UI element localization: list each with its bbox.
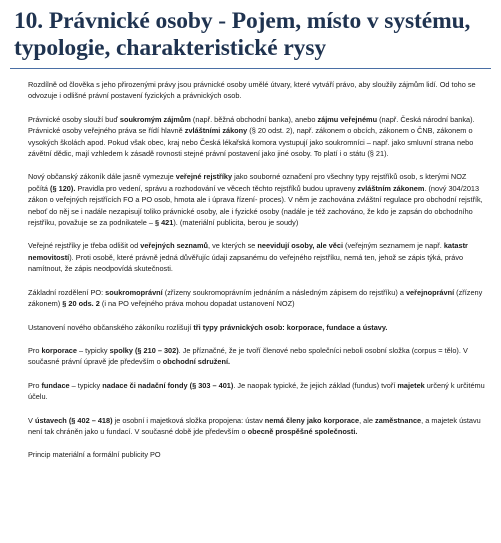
bold-text-run: soukromým zájmům — [119, 114, 191, 124]
paragraph — [28, 240, 487, 274]
text-run: ). (materiální publicita, berou je soudy) — [173, 218, 299, 228]
paragraph — [28, 171, 487, 228]
text-run: Pro — [28, 345, 42, 355]
bold-text-run: fundace — [41, 380, 70, 390]
bold-text-run: korporace — [41, 345, 77, 355]
bold-text-run: zaměstnance — [375, 415, 422, 425]
text-run: (§ 20 odst. 2), např. zákonem o obcích, zákonem o ČNB, zákonem o vysokých školách apod. Pokud však obec, kraj nebo Česká lékařská komora vystupují jako soukromníci – např. jako smluvní strana nebo závětní dědic, mají vzhledem k zásadě rovnosti stejné právní postavení jako jiné osoby. To platí i o státu (§ 21). — [28, 126, 474, 159]
bold-text-run: zvláštním zákonem — [357, 183, 425, 193]
paragraph — [28, 114, 487, 160]
bold-text-run: obchodní sdružení. — [162, 357, 231, 367]
bold-text-run: obecně prospěšné společnosti. — [247, 426, 358, 436]
title-divider — [10, 68, 491, 69]
text-run: jako souborné označení pro všechny typy rejstříků osob, s kterými NOZ počítá — [28, 172, 467, 193]
bold-text-run: tři typy právnických osob: korporace, fundace a ústavy. — [193, 322, 388, 332]
bold-text-run: § 421 — [154, 218, 174, 228]
text-run: Veřejné rejstříky je třeba odlišit od — [28, 241, 141, 251]
text-run: ). Proti osobě, které právně jedná důvěřujíc údaji zapsanému do veřejného rejstříku, nemá ten, jehož se zápis týká, právo namítnout, že zápis neodpovídá skutečnosti. — [28, 252, 464, 274]
bold-text-run: nemá členy jako korporace — [264, 415, 360, 425]
text-run: – typicky — [69, 380, 103, 390]
page-title: 10. Právnické osoby - Pojem, místo v systému, typologie, charakteristické rysy — [14, 8, 471, 61]
paragraph — [28, 449, 487, 460]
text-run: (např. Česká národní banka). Právnické osoby veřejného práva se řídí hlavně — [28, 114, 475, 136]
text-run: , ve kterých se — [208, 241, 258, 251]
paragraph — [28, 287, 487, 310]
text-run: Rozdílně od člověka s jeho přirozenými právy jsou právnické osoby umělé útvary, které vytváří právo, aby sloužily zájmům lidí. Od toho se odvozuje i odlišné právní postavení fyzických a právnických osob. — [28, 80, 476, 101]
document-body — [10, 79, 491, 461]
text-run: Nový občanský zákoník dále jasně vymezuje — [28, 172, 176, 182]
bold-text-run: veřejných seznamů — [140, 241, 209, 251]
text-run: . Je příznačné, že je tvoří členové nebo společníci neboli osobní složka (corpus = tělo). V současné právní úpravě jde především o — [28, 345, 468, 367]
bold-text-run: neevidují osoby, ale věci — [257, 241, 343, 251]
text-run: . (nový 304/2013 zákon o veřejných rejstřících FO a PO osob, hmota ale i úprava řízení- proces). V něm je zachována zvláštní regulace pro obchodní rejstřík, neboť do něj se i nadále nezapisují toliko právnické osoby, ale i fyzické osoby (nadále je též zachováno, že kdo je zapsán do obchodního rejstříku, považuje se za podnikatele – — [28, 183, 483, 228]
text-run: určený k určitému účelu. — [28, 380, 485, 402]
bold-text-run: veřejnoprávní — [405, 287, 455, 297]
bold-text-run: (§ 303 – 401) — [189, 380, 234, 390]
bold-text-run: (§ 210 – 302) — [134, 345, 179, 355]
paragraph — [28, 415, 487, 438]
bold-text-run: § 20 ods. 2 — [62, 299, 100, 309]
text-run: , ale — [359, 415, 376, 425]
bold-text-run: soukromoprávní — [105, 287, 163, 297]
paragraph — [28, 345, 487, 368]
paragraph — [28, 380, 487, 403]
text-run: Základní rozdělení PO: — [28, 287, 106, 297]
text-run: Princip materiální a formální publicity PO — [28, 450, 161, 460]
text-run: Právnické osoby slouží buď — [28, 114, 120, 124]
text-run: (např. běžná obchodní banka), anebo — [190, 114, 318, 124]
bold-text-run: ústavech — [34, 415, 67, 425]
bold-text-run: (§ 120). — [50, 183, 76, 193]
text-run: (zřízeny zákonem) — [28, 287, 483, 309]
bold-text-run: nadace či nadační fondy — [102, 380, 188, 390]
text-run: Ustanovení nového občanského zákoníku rozlišují — [28, 322, 194, 332]
bold-text-run: katastr nemovitostí — [28, 241, 468, 262]
bold-text-run: spolky — [109, 345, 133, 355]
bold-text-run: (§ 402 – 418) — [68, 415, 113, 425]
bold-text-run: veřejné rejstříky — [175, 172, 233, 182]
bold-text-run: majetek — [397, 380, 425, 390]
text-run: V — [28, 415, 35, 425]
text-run: . Je naopak typické, že jejich základ (fundus) tvoří — [233, 380, 398, 390]
text-run: (zřízeny soukromoprávním jednáním a následným zápisem do rejstříku) a — [162, 287, 406, 297]
text-run: Pro — [28, 380, 42, 390]
text-run: , a majetek ústavu není tak chráněn jako u fundací. V současné době jde především o — [28, 415, 481, 436]
text-run: je osobní i majetková složka propojena: ústav — [112, 415, 265, 425]
text-run: (veřejným seznamem je např. — [343, 241, 444, 251]
bold-text-run: zvláštními zákony — [184, 126, 248, 136]
text-run: Pravidla pro vedení, správu a rozhodování ve věcech těchto rejstříků budou upraveny — [75, 183, 358, 193]
paragraph — [28, 322, 487, 333]
text-run: (i na PO veřejného práva mohou dopadat ustanovení NOZ) — [99, 299, 295, 309]
bold-text-run: zájmu veřejnému — [317, 114, 378, 124]
text-run: – typicky — [76, 345, 110, 355]
paragraph — [28, 79, 487, 102]
